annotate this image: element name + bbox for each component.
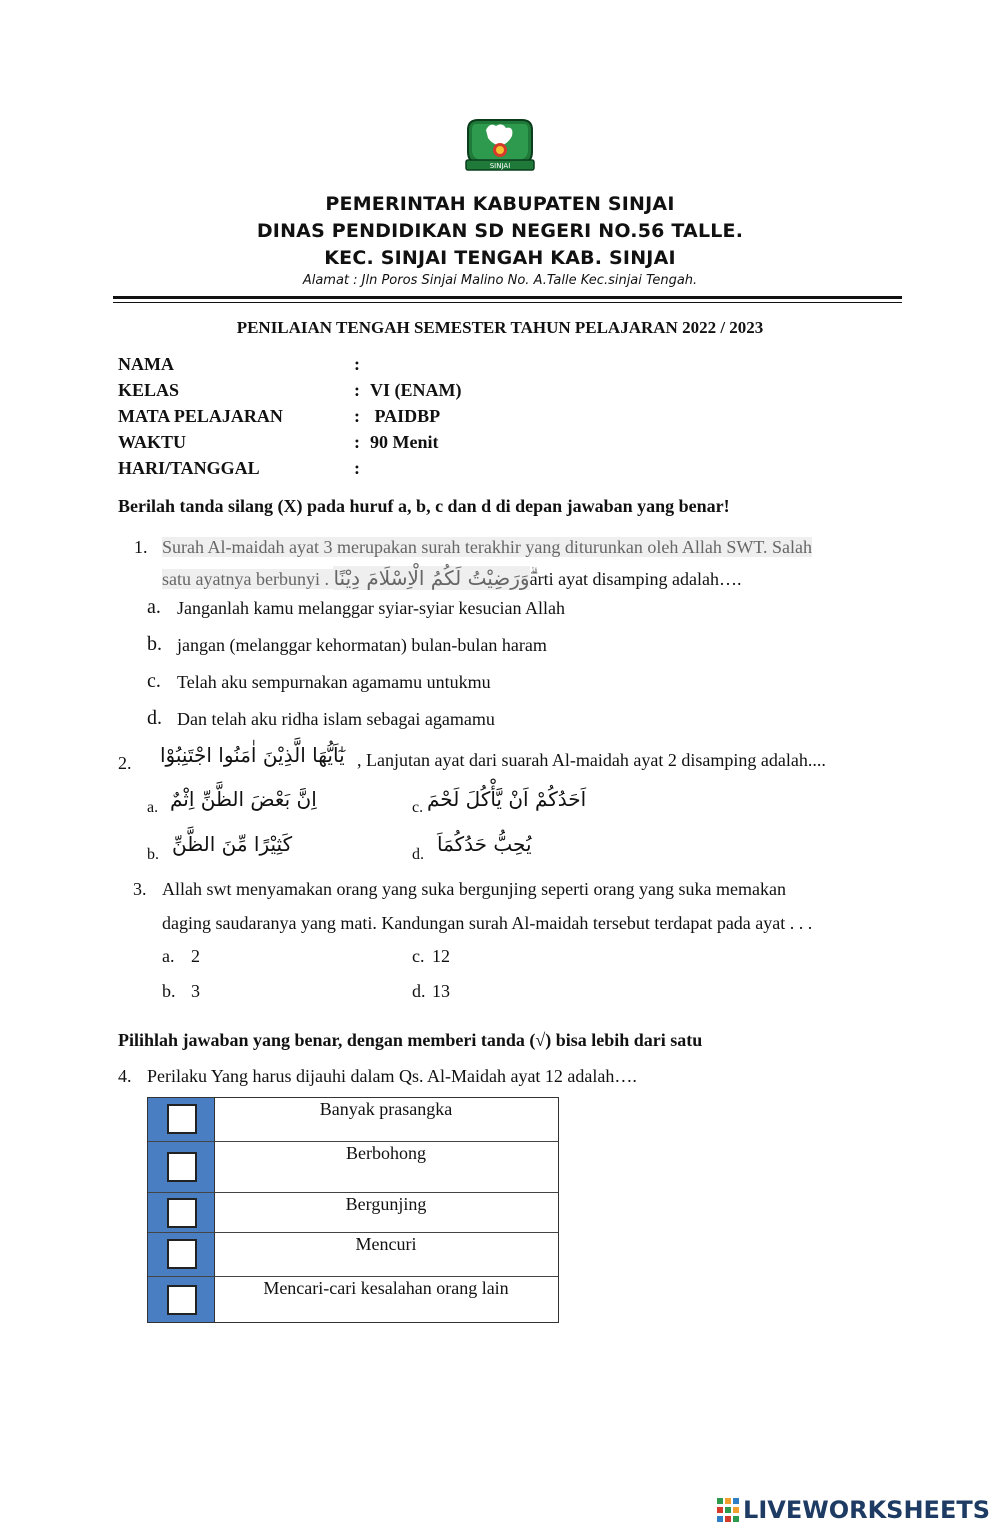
q4-choice-5: Mencari-cari kesalahan orang lain bbox=[263, 1278, 509, 1298]
info-colon: : bbox=[354, 406, 360, 426]
q2-text: , Lanjutan ayat dari suarah Al-maidah ayat 2 disamping adalah.... bbox=[357, 750, 826, 770]
info-label-waktu: WAKTU bbox=[118, 432, 187, 452]
info-value-waktu: 90 Menit bbox=[370, 432, 439, 452]
q3-option-a-text: 2 bbox=[191, 946, 200, 966]
q4-text: Perilaku Yang harus dijauhi dalam Qs. Al-Maidah ayat 12 adalah…. bbox=[147, 1066, 637, 1086]
liveworksheets-brand[interactable] bbox=[717, 1495, 990, 1525]
q3-number: 3. bbox=[133, 879, 147, 899]
info-label-mapel: MATA PELAJARAN bbox=[118, 406, 283, 426]
q2-option-b-letter[interactable]: b. bbox=[147, 846, 159, 863]
q1-option-d-text: Dan telah aku ridha islam sebagai agamamu bbox=[177, 709, 495, 729]
q4-choice-2: Berbohong bbox=[346, 1143, 426, 1163]
q4-choice-4: Mencuri bbox=[355, 1234, 417, 1254]
header-government: PEMERINTAH KABUPATEN SINJAI bbox=[325, 193, 675, 215]
checkbox-cell bbox=[148, 1233, 215, 1276]
info-colon: : bbox=[354, 380, 360, 400]
q4-choice-row bbox=[148, 1142, 558, 1193]
info-colon: : bbox=[354, 458, 360, 478]
checkbox-cell bbox=[148, 1098, 215, 1141]
q1-option-c-letter[interactable]: c. bbox=[147, 670, 161, 692]
info-value-mapel: PAIDBP bbox=[370, 406, 441, 426]
q1-text-line1 bbox=[162, 532, 812, 562]
q4-number: 4. bbox=[118, 1066, 132, 1086]
q2-option-d-letter[interactable]: d. bbox=[412, 846, 424, 863]
svg-text:SINJAI: SINJAI bbox=[489, 162, 511, 170]
q4-choice-1: Banyak prasangka bbox=[319, 1099, 453, 1119]
q2-option-c-letter[interactable]: c. bbox=[412, 799, 424, 816]
q1-text-line2-highlight: satu ayatnya berbunyi . bbox=[162, 569, 334, 589]
q3-text-line1: Allah swt menyamakan orang yang suka bergunjing seperti orang yang suka memakan bbox=[162, 879, 786, 899]
checkbox-cell bbox=[148, 1193, 215, 1232]
checkbox-cell bbox=[148, 1142, 215, 1192]
q3-option-d-text: 13 bbox=[432, 981, 450, 1001]
q1-text-line1-highlight: Surah Al-maidah ayat 3 merupakan surah terakhir yang diturunkan oleh Allah SWT. Salah bbox=[162, 537, 812, 557]
header-address: Alamat : Jln Poros Sinjai Malino No. A.Talle Kec.sinjai Tengah. bbox=[302, 273, 698, 288]
q1-number: 1. bbox=[134, 537, 148, 557]
q4-choice-row bbox=[148, 1233, 558, 1277]
q1-option-c-text: Telah aku sempurnakan agamamu untukmu bbox=[177, 672, 491, 692]
q4-choice-3: Bergunjing bbox=[345, 1194, 427, 1214]
q1-text-line2-tail: arti ayat disamping adalah…. bbox=[529, 569, 742, 589]
q1-option-d-letter[interactable]: d. bbox=[147, 707, 162, 729]
liveworksheets-logo-icon bbox=[717, 1498, 739, 1522]
q3-option-c-text: 12 bbox=[432, 946, 450, 966]
info-colon: : bbox=[354, 354, 360, 374]
header-district: KEC. SINJAI TENGAH KAB. SINJAI bbox=[324, 247, 676, 269]
exam-title: PENILAIAN TENGAH SEMESTER TAHUN PELAJARAN 2022 / 2023 bbox=[236, 318, 764, 337]
q4-checklist-table bbox=[147, 1097, 559, 1323]
header-divider-thick bbox=[113, 296, 902, 299]
liveworksheets-brand-text: LIVEWORKSHEETS bbox=[743, 1496, 990, 1524]
q4-checkbox-5[interactable] bbox=[167, 1285, 197, 1315]
info-colon: : bbox=[354, 432, 360, 452]
q2-option-d-arabic: يُحِبُّ حَدُكُمَاَ bbox=[437, 832, 532, 856]
q3-option-a-letter[interactable]: a. bbox=[162, 946, 175, 966]
q3-option-b-text: 3 bbox=[191, 981, 200, 1001]
q1-option-a-text: Janganlah kamu melanggar syiar-syiar kesucian Allah bbox=[177, 598, 566, 618]
q3-option-b-letter[interactable]: b. bbox=[162, 981, 176, 1001]
header-divider-thin bbox=[113, 302, 902, 303]
q3-text-line2: daging saudaranya yang mati. Kandungan surah Al-maidah tersebut terdapat pada ayat . . . bbox=[162, 913, 813, 933]
q2-option-b-arabic: كَثِيْرًا مِّنَ الظَّنِّ bbox=[172, 832, 293, 856]
q2-number: 2. bbox=[118, 753, 132, 773]
q2-option-c-arabic: اَحَدُكُمْ اَنْ يَّأْكُلَ لَحْمَ bbox=[427, 787, 587, 811]
q2-option-a-letter[interactable]: a. bbox=[147, 799, 159, 816]
section2-instruction: Pilihlah jawaban yang benar, dengan memberi tanda (√) bisa lebih dari satu bbox=[118, 1030, 703, 1050]
section1-instruction: Berilah tanda silang (X) pada huruf a, b, c dan d di depan jawaban yang benar! bbox=[118, 496, 730, 516]
q3-option-c-letter[interactable]: c. bbox=[412, 946, 425, 966]
q1-option-b-text: jangan (melanggar kehormatan) bulan-bulan haram bbox=[177, 635, 547, 655]
q4-checkbox-4[interactable] bbox=[167, 1239, 197, 1269]
q4-checkbox-2[interactable] bbox=[167, 1152, 197, 1182]
q4-checkbox-3[interactable] bbox=[167, 1198, 197, 1228]
q4-choice-row bbox=[148, 1277, 558, 1322]
q3-option-d-letter[interactable]: d. bbox=[412, 981, 426, 1001]
info-label-kelas: KELAS bbox=[118, 380, 180, 400]
q1-text-line2 bbox=[162, 563, 742, 594]
info-label-nama: NAMA bbox=[118, 354, 174, 374]
q4-checkbox-1[interactable] bbox=[167, 1104, 197, 1134]
header-school: DINAS PENDIDIKAN SD NEGERI NO.56 TALLE. bbox=[256, 220, 744, 242]
info-value-kelas: VI (ENAM) bbox=[370, 380, 462, 400]
sinjai-emblem-logo bbox=[462, 116, 538, 174]
checkbox-cell bbox=[148, 1277, 215, 1322]
q1-option-b-letter[interactable]: b. bbox=[147, 633, 162, 655]
q4-choice-row bbox=[148, 1098, 558, 1142]
q1-option-a-letter[interactable]: a. bbox=[147, 596, 161, 618]
q1-arabic-verse: ۗوَرَضِيْتُ لَكُمُ الْاِسْلَامَ دِيْنًا bbox=[333, 566, 530, 590]
q2-option-a-arabic: اِنَّ بَعْضَ الظَّنِّ اِثْمٌ bbox=[170, 787, 317, 811]
q2-arabic-verse: يٰٓاَيُّهَا الَّذِيْنَ اٰمَنُوا اجْتَنِبُوْا bbox=[160, 743, 345, 767]
q4-choice-row bbox=[148, 1193, 558, 1233]
info-label-hari: HARI/TANGGAL bbox=[118, 458, 260, 478]
